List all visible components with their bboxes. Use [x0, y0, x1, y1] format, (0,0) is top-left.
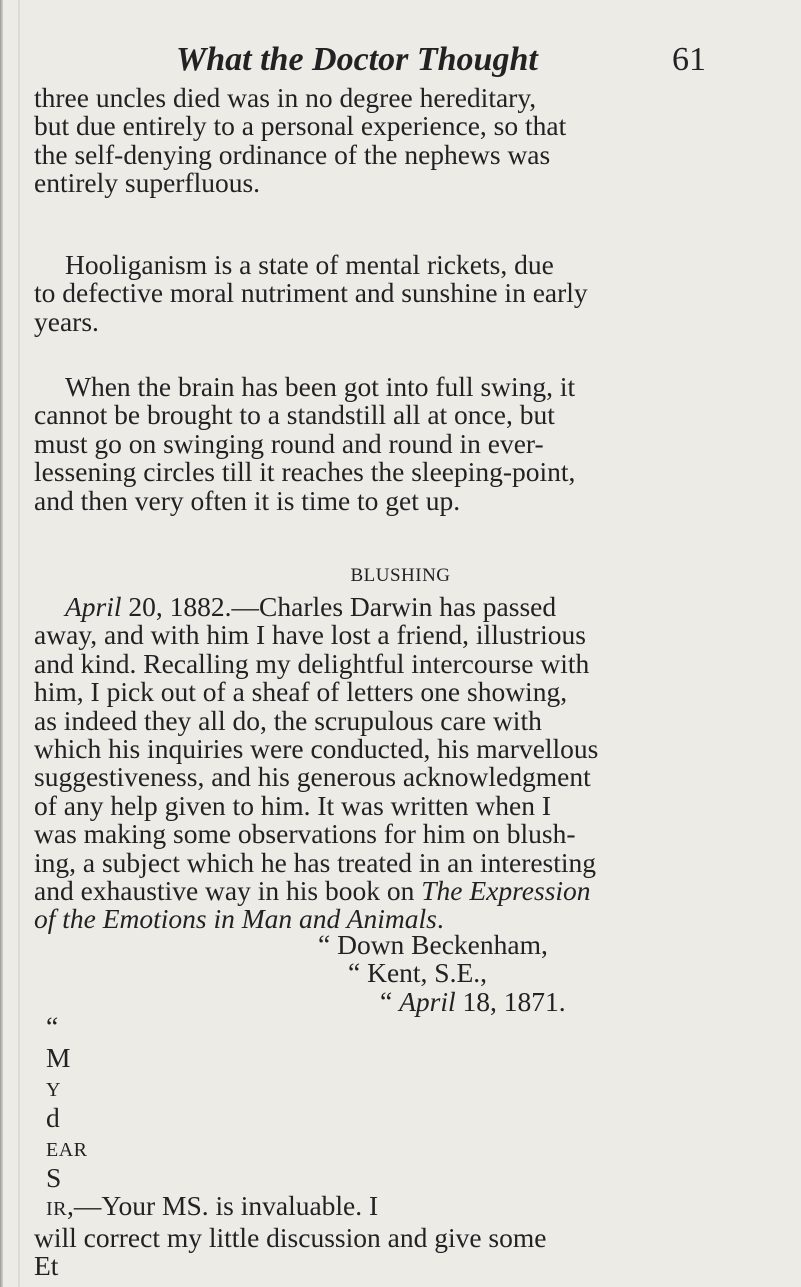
- salutation-open: “: [46, 1011, 59, 1042]
- catchword: Et: [34, 1250, 59, 1282]
- paragraph-brain-swing: [34, 373, 720, 515]
- letter-date-open: “: [380, 986, 400, 1017]
- text-line: of any help given to him. It was written when I: [34, 789, 552, 821]
- text-line-book: [34, 877, 720, 905]
- letter-address-line1: “ Down Beckenham,: [318, 929, 548, 960]
- text-line: was making some observations for him on blush-: [34, 818, 576, 850]
- text-line: and then very often it is time to get up.: [34, 484, 461, 516]
- page-number: 61: [672, 41, 706, 78]
- paragraph-hooliganism: [34, 251, 720, 336]
- text-line-date: [34, 593, 720, 621]
- book-title-part1: The Expression: [421, 875, 591, 907]
- letter-date-italic: April: [399, 986, 456, 1017]
- text-line: as indeed they all do, the scrupulous care with: [34, 704, 542, 736]
- paragraph-hereditary: [34, 84, 720, 198]
- letter-salutation-line: [34, 1013, 720, 1224]
- text-line: him, I pick out of a sheaf of letters one showing,: [34, 676, 568, 708]
- title-lead: and exhaustive way in his book on: [34, 875, 422, 907]
- text-line: cannot be brought to a standstill all at once, but: [34, 399, 555, 431]
- closing-period: .: [436, 903, 444, 935]
- text-line: When the brain has been got into full swing, it: [65, 371, 576, 402]
- date-italic: April: [65, 591, 122, 622]
- text-line: must go on swinging round and round in ever-: [34, 427, 544, 459]
- page-header: [176, 40, 706, 80]
- paragraph-darwin: [34, 593, 720, 934]
- text-line: years.: [34, 305, 99, 337]
- text-line: but due entirely to a personal experience, so that: [34, 110, 567, 142]
- salutation-small-caps: M Y d EAR S IR: [46, 1042, 88, 1221]
- text-line: suggestiveness, and his generous acknowledgment: [34, 761, 591, 793]
- text-line: to defective moral nutriment and sunshine in early: [34, 277, 588, 309]
- letter-date-rest: 18, 1871.: [455, 986, 566, 1017]
- text-line: away, and with him I have lost a friend, illustrious: [34, 619, 586, 651]
- text-line: lessening circles till it reaches the sleeping-point,: [34, 456, 576, 488]
- book-title-part2: of the Emotions in Man and Animals: [34, 903, 437, 935]
- text-line: three uncles died was in no degree hereditary,: [34, 82, 537, 113]
- text-line: entirely superfluous.: [34, 167, 261, 199]
- text-line: Hooliganism is a state of mental rickets, due: [65, 249, 554, 280]
- section-title: BLUSHING: [350, 565, 451, 586]
- text-line: the self-denying ordinance of the nephews was: [34, 138, 551, 170]
- text-line: which his inquiries were conducted, his marvellous: [34, 733, 599, 765]
- text-line: ing, a subject which he has treated in an interesting: [34, 846, 597, 878]
- letter-body: [34, 1013, 720, 1281]
- salutation-rest: ,—Your MS. is invaluable. I: [67, 1190, 379, 1222]
- letter-address-line2: “ Kent, S.E.,: [348, 957, 488, 988]
- page-gutter-edge: [0, 0, 3, 1287]
- page-gutter-shadow: [18, 0, 20, 1287]
- running-head: What the Doctor Thought: [176, 41, 538, 78]
- text-line: and kind. Recalling my delightful intercourse with: [34, 647, 590, 679]
- text-line: will correct my little discussion and give some: [34, 1221, 547, 1253]
- date-rest: 20, 1882.—Charles Darwin has passed: [121, 591, 557, 622]
